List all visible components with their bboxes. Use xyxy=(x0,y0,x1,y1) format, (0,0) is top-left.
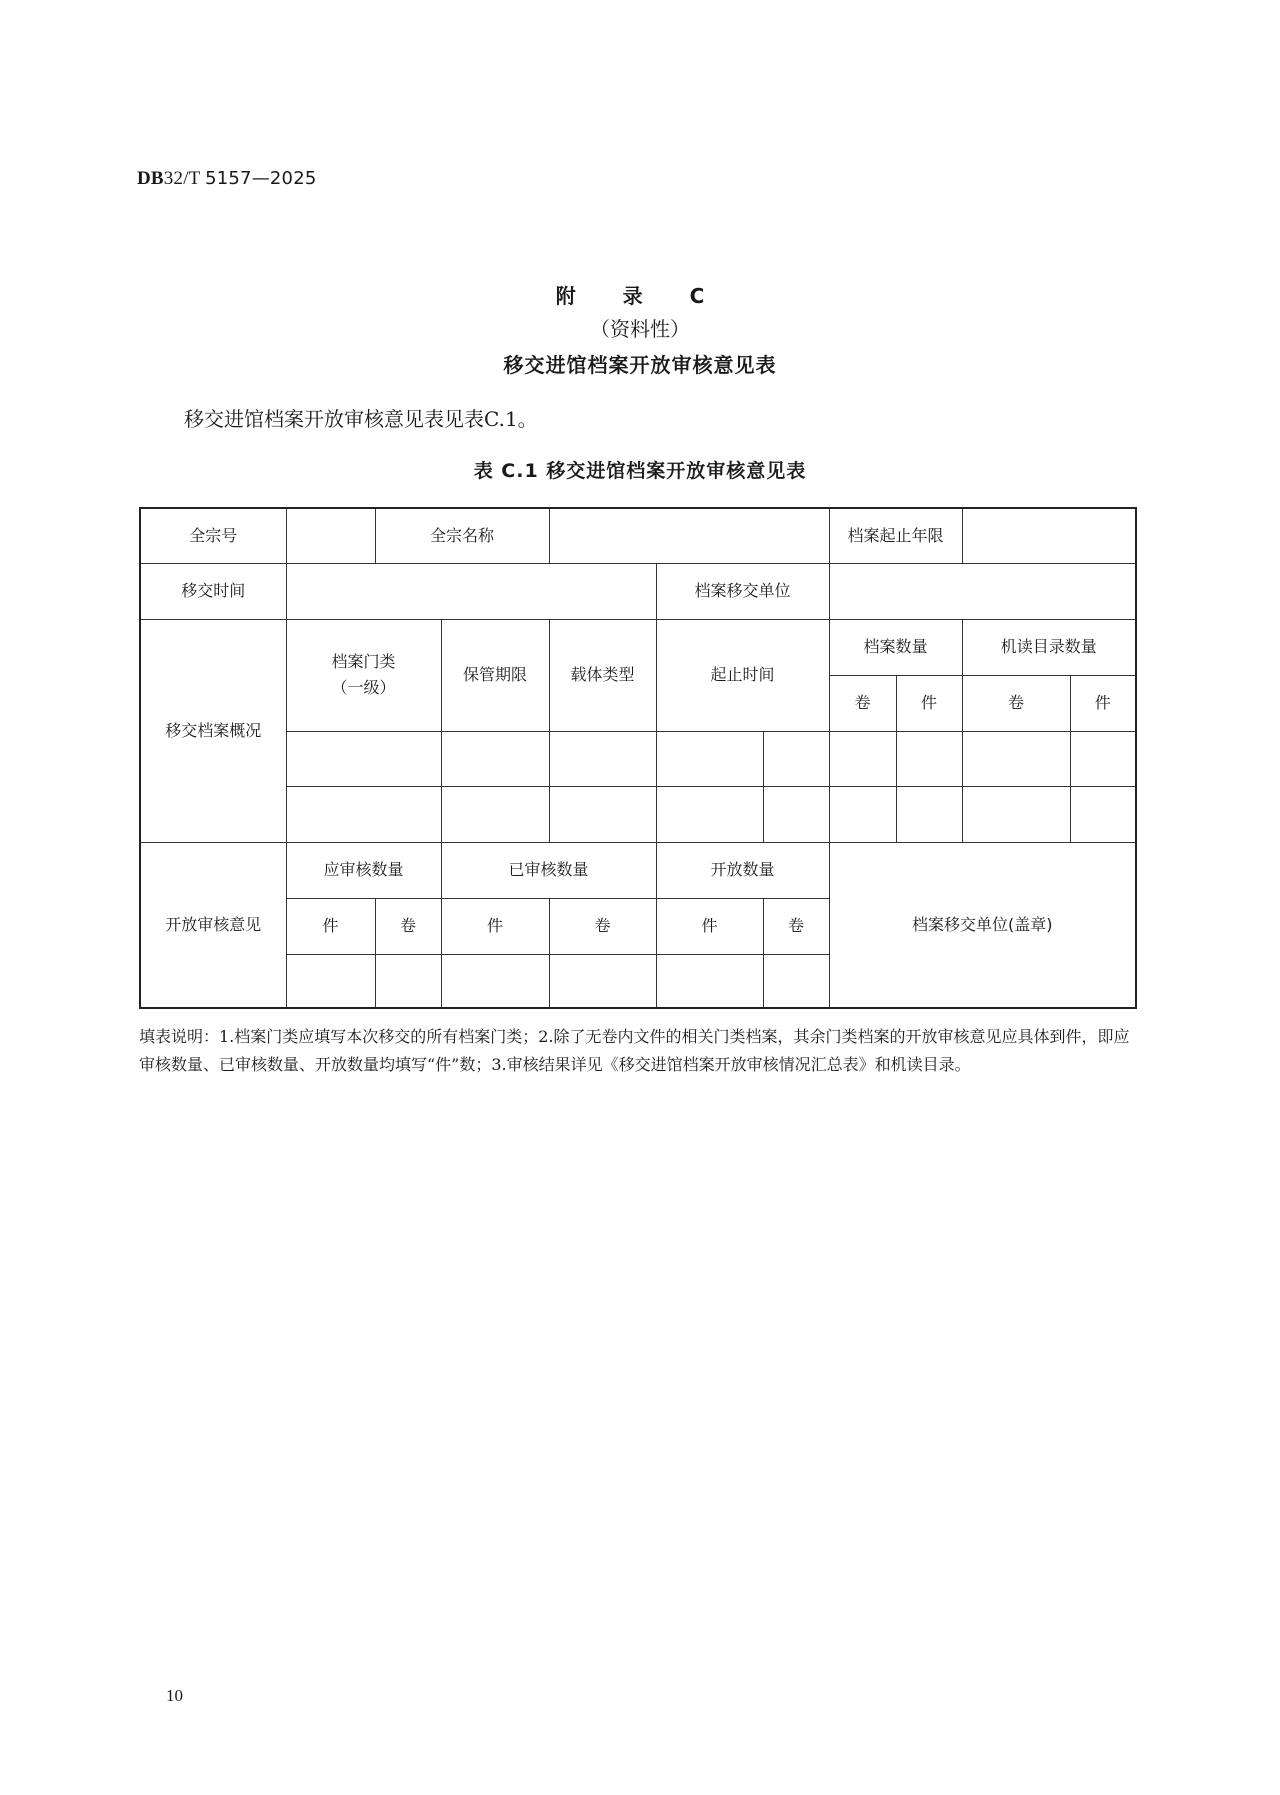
overview-cell xyxy=(656,731,763,786)
opinion-cell xyxy=(763,954,829,1008)
transfer-unit-label: 档案移交单位 xyxy=(656,563,829,619)
overview-cell xyxy=(549,731,656,786)
reviewed-juan: 卷 xyxy=(549,898,656,954)
page-number: 10 xyxy=(166,1686,183,1705)
opinion-cell xyxy=(375,954,441,1008)
archive-juan-header: 卷 xyxy=(829,675,896,731)
should-review-juan: 卷 xyxy=(375,898,441,954)
annex-subtitle: （资料性） xyxy=(590,317,690,341)
reviewed-jian: 件 xyxy=(441,898,549,954)
category-header: 档案门类 （一级） xyxy=(286,619,441,731)
overview-cell xyxy=(286,786,441,842)
overview-cell xyxy=(896,786,962,842)
catalog-jian-header: 件 xyxy=(1070,675,1136,731)
overview-label: 移交档案概况 xyxy=(140,619,286,842)
opinion-cell xyxy=(286,954,375,1008)
archive-jian-header: 件 xyxy=(896,675,962,731)
overview-cell xyxy=(441,731,549,786)
review-opinion-table xyxy=(139,507,1137,1009)
open-count-header: 开放数量 xyxy=(656,842,829,898)
opinion-cell xyxy=(656,954,763,1008)
should-review-jian: 件 xyxy=(286,898,375,954)
start-end-header: 起止时间 xyxy=(656,619,829,731)
fill-instructions: 填表说明：1.档案门类应填写本次移交的所有档案门类；2.除了无卷内文件的相关门类档案，其余门类档案的开放审核意见应具体到件，即应审核数量、已审核数量、开放数量均填写“件”数；3.审核结果详见《移交进馆档案开放审核情况汇总表》和机读目录。 xyxy=(139,1027,1130,1074)
open-jian: 件 xyxy=(656,898,763,954)
transfer-time-label: 移交时间 xyxy=(140,563,286,619)
overview-cell xyxy=(1070,786,1136,842)
period-label: 档案起止年限 xyxy=(829,508,962,563)
catalog-juan-header: 卷 xyxy=(962,675,1070,731)
unit-seal-cell: 档案移交单位(盖章) xyxy=(829,842,1136,1008)
overview-cell xyxy=(1070,731,1136,786)
overview-cell xyxy=(962,786,1070,842)
transfer-unit-cell xyxy=(829,563,1136,619)
opinion-cell xyxy=(549,954,656,1008)
carrier-header: 载体类型 xyxy=(549,619,656,731)
annex-name: 移交进馆档案开放审核意见表 xyxy=(503,353,777,377)
catalog-count-header: 机读目录数量 xyxy=(962,619,1136,675)
overview-cell xyxy=(441,786,549,842)
retention-header: 保管期限 xyxy=(441,619,549,731)
opinion-cell xyxy=(441,954,549,1008)
standard-code: DB32/T 5157—2025 xyxy=(137,168,317,189)
overview-cell xyxy=(962,731,1070,786)
open-juan: 卷 xyxy=(763,898,829,954)
opinion-label: 开放审核意见 xyxy=(140,842,286,1008)
overview-cell xyxy=(656,786,763,842)
fonds-name-cell xyxy=(549,508,829,563)
fonds-name-label: 全宗名称 xyxy=(375,508,549,563)
archive-count-header: 档案数量 xyxy=(829,619,962,675)
transfer-time-cell xyxy=(286,563,656,619)
overview-cell xyxy=(829,786,896,842)
fonds-no-cell xyxy=(286,508,375,563)
overview-cell xyxy=(763,786,829,842)
table-caption: 表 C.1 移交进馆档案开放审核意见表 xyxy=(473,460,807,482)
overview-cell xyxy=(286,731,441,786)
overview-cell xyxy=(829,731,896,786)
reviewed-header: 已审核数量 xyxy=(441,842,656,898)
overview-cell xyxy=(549,786,656,842)
intro-paragraph: 移交进馆档案开放审核意见表见表C.1。 xyxy=(184,407,538,431)
overview-cell xyxy=(763,731,829,786)
overview-cell xyxy=(896,731,962,786)
fonds-no-label: 全宗号 xyxy=(140,508,286,563)
annex-title: 附 录 C xyxy=(555,284,725,308)
period-cell xyxy=(962,508,1136,563)
should-review-header: 应审核数量 xyxy=(286,842,441,898)
